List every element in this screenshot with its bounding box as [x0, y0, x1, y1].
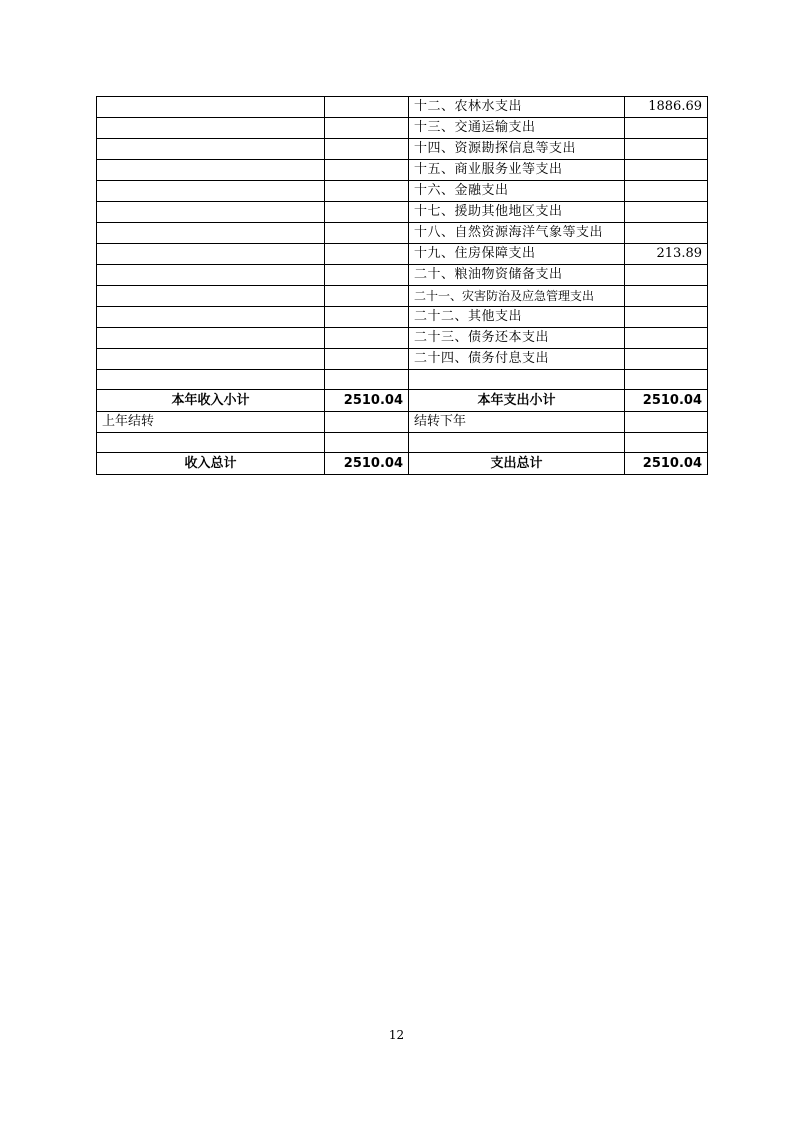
income-item-cell	[97, 139, 325, 160]
income-item-cell	[97, 97, 325, 118]
expense-total-label: 支出总计	[409, 453, 625, 475]
table-row	[97, 223, 708, 244]
expense-amount-cell: 213.89	[625, 244, 708, 265]
income-item-cell	[97, 265, 325, 286]
blank-cell	[625, 433, 708, 453]
expense-amount-cell	[625, 223, 708, 244]
blank-cell	[97, 433, 325, 453]
expense-item-cell: 二十四、债务付息支出	[409, 349, 625, 370]
expense-amount-cell	[625, 307, 708, 328]
blank-cell	[325, 433, 409, 453]
expense-amount-cell	[625, 118, 708, 139]
blank-cell	[409, 370, 625, 390]
blank-cell	[409, 433, 625, 453]
income-item-cell	[97, 307, 325, 328]
table-row	[97, 139, 708, 160]
expense-amount-cell	[625, 139, 708, 160]
income-amount-cell	[325, 328, 409, 349]
expense-amount-cell	[625, 202, 708, 223]
expense-amount-cell	[625, 328, 708, 349]
blank-cell	[97, 370, 325, 390]
income-amount-cell	[325, 265, 409, 286]
table-row	[97, 244, 708, 265]
expense-item-cell: 十八、自然资源海洋气象等支出	[409, 223, 625, 244]
income-item-cell	[97, 286, 325, 307]
income-item-cell	[97, 160, 325, 181]
blank-row	[97, 433, 708, 453]
expense-item-cell: 十六、金融支出	[409, 181, 625, 202]
income-amount-cell	[325, 286, 409, 307]
grand-total-row	[97, 453, 708, 475]
income-total-label: 收入总计	[97, 453, 325, 475]
expense-item-cell: 十四、资源勘探信息等支出	[409, 139, 625, 160]
expense-amount-cell	[625, 286, 708, 307]
carryover-row	[97, 412, 708, 433]
income-amount-cell	[325, 202, 409, 223]
next-year-carryover-label: 结转下年	[409, 412, 625, 433]
expense-amount-cell	[625, 160, 708, 181]
table-row	[97, 118, 708, 139]
income-item-cell	[97, 118, 325, 139]
prior-year-carryover-value	[325, 412, 409, 433]
income-amount-cell	[325, 349, 409, 370]
income-item-cell	[97, 328, 325, 349]
expense-amount-cell: 1886.69	[625, 97, 708, 118]
table-row	[97, 349, 708, 370]
income-amount-cell	[325, 244, 409, 265]
income-amount-cell	[325, 181, 409, 202]
blank-cell	[625, 370, 708, 390]
table-row	[97, 202, 708, 223]
expense-item-cell: 二十、粮油物资储备支出	[409, 265, 625, 286]
income-item-cell	[97, 349, 325, 370]
next-year-carryover-value	[625, 412, 708, 433]
expense-amount-cell	[625, 181, 708, 202]
expense-amount-cell	[625, 349, 708, 370]
subtotal-row	[97, 390, 708, 412]
income-total-value: 2510.04	[325, 453, 409, 475]
blank-row	[97, 370, 708, 390]
expense-item-cell: 十三、交通运输支出	[409, 118, 625, 139]
expense-item-cell: 二十三、债务还本支出	[409, 328, 625, 349]
expense-item-cell: 十九、住房保障支出	[409, 244, 625, 265]
budget-table	[96, 96, 708, 475]
income-item-cell	[97, 181, 325, 202]
table-row	[97, 97, 708, 118]
expense-total-value: 2510.04	[625, 453, 708, 475]
table-row	[97, 265, 708, 286]
income-amount-cell	[325, 139, 409, 160]
expense-subtotal-value: 2510.04	[625, 390, 708, 412]
income-subtotal-label: 本年收入小计	[97, 390, 325, 412]
expense-item-cell: 二十一、灾害防治及应急管理支出	[409, 286, 625, 307]
expense-subtotal-label: 本年支出小计	[409, 390, 625, 412]
expense-amount-cell	[625, 265, 708, 286]
income-item-cell	[97, 202, 325, 223]
expense-item-cell: 二十二、其他支出	[409, 307, 625, 328]
income-item-cell	[97, 223, 325, 244]
income-subtotal-value: 2510.04	[325, 390, 409, 412]
table-row	[97, 181, 708, 202]
table-row	[97, 328, 708, 349]
income-amount-cell	[325, 160, 409, 181]
table-row	[97, 286, 708, 307]
expense-item-cell: 十五、商业服务业等支出	[409, 160, 625, 181]
expense-item-cell: 十二、农林水支出	[409, 97, 625, 118]
expense-item-cell: 十七、援助其他地区支出	[409, 202, 625, 223]
page-number: 12	[388, 1028, 405, 1042]
prior-year-carryover-label: 上年结转	[97, 412, 325, 433]
table-row	[97, 160, 708, 181]
income-amount-cell	[325, 307, 409, 328]
income-amount-cell	[325, 223, 409, 244]
blank-cell	[325, 370, 409, 390]
income-item-cell	[97, 244, 325, 265]
table-row	[97, 307, 708, 328]
income-amount-cell	[325, 118, 409, 139]
income-amount-cell	[325, 97, 409, 118]
